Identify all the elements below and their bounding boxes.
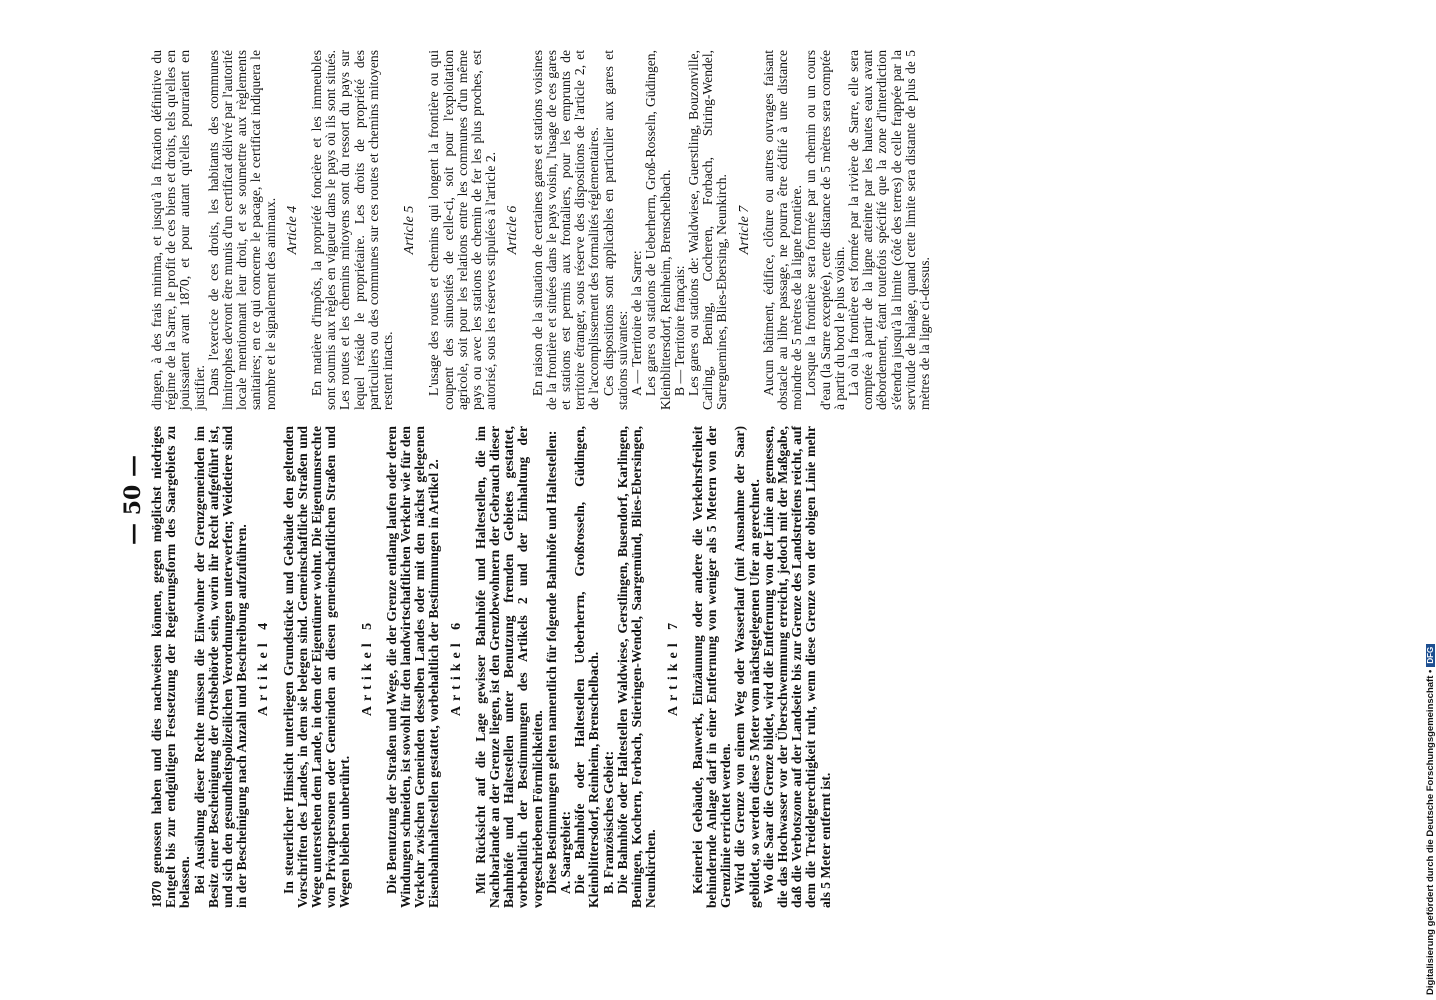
german-article-4-text: In steuerlicher Hinsicht unterliegen Grundstücke und Gebäude den geltenden Vorschriften des Landes, in dem sie belegen sind. Gemeinschaftliche Straßen und Wege unterstehen dem Lande, in dem der Eigentümer wohnt. Die Eigentumsrechte von Privatpersonen oder Gemeinden an diesen gemeinschaftlichen Straßen und Wegen bleiben unberührt.: [280, 426, 353, 908]
french-article-6-heading: Article 6: [505, 205, 521, 255]
french-article-4-heading: Article 4: [284, 205, 300, 255]
french-article-4-text: En matière d'impôts, la propriété foncière et les immeubles sont soumis aux règles en vigueur dans le pays où ils sont situés. Les routes et les chemins mitoyens sont du ressort du pays sur lequel réside le propriétaire. Les droits de propriété des particuliers ou des communes sur ces routes et chemins mitoyens restent intacts.: [309, 50, 396, 410]
german-paragraph: Bei Ausübung dieser Rechte müssen die Einwohner der Grenzgemeinden im Besitz einer Bescheinigung der Ortsbehörde sein, worin ihr Recht aufgeführt ist, und sich den gesundheitspolizeilichen Verordnungen unterwerfen; Weidetiere sind in der Bescheinigung nach Anzahl und Beschreibung aufzuführen.: [191, 426, 250, 908]
german-article-6-text: Mit Rücksicht auf die Lage gewisser Bahnhöfe und Haltestellen, die im Nachbarlande an der Grenze liegen, ist den Grenzbewohnern der Gebrauch dieser Bahnhöfe und Haltestellen unter Benutzung fremden Gebietes gestattet, vorbehaltlich der Bestimmungen des Artikels 2 und der Einhaltung der vorgeschriebenen Förmlichkeiten.: [472, 426, 545, 908]
french-article-6-b-list: Les gares ou stations de: Waldwiese, Guerstling, Bouzonville, Carling, Bening, Cocheren, Forbach, Stiring-Wendel, Sarreguemines, Blies-Ebersing, Neunkirch.: [685, 50, 730, 410]
german-article-7-text: Keinerlei Gebäude, Bauwerk, Einzäunung oder andere die Verkehrsfreiheit behindernde Anlage darf in einer Entfernung von weniger als 5 Metern von der Grenzlinie errichtet werden.: [689, 426, 734, 908]
french-paragraph: Dans l'exercice de ces droits, les habitants des communes limitrophes devront être munis d'un certificat délivré par l'autorité locale mentionnant leur droit, et se soumettre aux règlements sanitaires; en ce qui concerne le pacage, le certificat indiquera le nombre et le signalement des animaux.: [205, 50, 278, 410]
german-article-6-b-list: Die Bahnhöfe oder Haltestellen Waldwiese, Gerstlingen, Busendorf, Karlingen, Beningen, Kochern, Forbach, Stieringen-Wendel, Saargemünd, Blies-Ebersingen, Neunkirchen.: [614, 426, 659, 908]
french-article-7-text: Aucun bâtiment, édifice, clôture ou autres ouvrages faisant obstacle au libre passage, ne pourra être édifié à une distance moindre de 5 mètres de la ligne frontière.: [760, 50, 805, 410]
french-column: [150, 50, 932, 410]
french-article-6-a-list: Les gares ou stations de Ueberherrn, Groß-Rosseln, Güdingen, Kleinblittersdorf, Reinheim, Brenschelbach.: [643, 50, 673, 410]
french-intro: dingen, à des frais minima, et jusqu'à la fixation définitive du régime de la Sarre, le profit de ces biens et droits, tels qu'elles en jouissaient avant 1870, et pour autant qu'elles pourraient en justifier.: [149, 50, 207, 410]
german-article-5-heading: Artikel 5: [359, 617, 375, 717]
german-column: [150, 426, 833, 908]
french-article-7-text-2: Lorsque la frontière sera formée par un chemin ou un cours d'eau (la Sarre exceptée), cette distance de 5 mètres sera comptée à partir du bord le plus voisin.: [803, 50, 847, 410]
french-article-6-text: En raison de la situation de certaines gares et stations voisines de la frontière et situées dans le pays voisin, l'usage de ces gares et stations est permis aux frontaliers, pour les emprunts de territoire étranger, sous réserve des dispositions de l'article 2, et de l'accomplissement des formalités réglementaires.: [529, 50, 602, 410]
digitization-credit: [1425, 644, 1436, 995]
french-article-7-heading: Article 7: [736, 205, 752, 255]
dfg-logo: DFG: [1426, 644, 1435, 667]
french-article-5-text: L'usage des routes et chemins qui longent la frontière ou qui coupent des sinuosités de celle-ci, soit pour l'exploitation agricole, soit pour les relations entre les communes d'un même pays ou avec les stations de chemin de fer les plus proches, est autorisé, sous les réserves stipulées à l'article 2.: [426, 50, 499, 410]
german-article-7-heading: Artikel 7: [665, 617, 681, 717]
german-article-7-text-2: Wird die Grenze von einem Weg oder Wasserlauf (mit Ausnahme der Saar) gebildet, so werden diese 5 Meter vom nächstgelegenen Ufer an gerechnet.: [732, 426, 762, 908]
french-article-6-a: A — Territoire de la Sarre:: [629, 250, 645, 396]
french-article-5-heading: Article 5: [402, 205, 418, 255]
german-article-6-a-list: Die Bahnhöfe oder Haltestellen Ueberherrn, Großrosseln, Güdingen, Kleinblittersdorf, Reinheim, Brenschelbach.: [572, 426, 602, 908]
german-article-6-list-intro: Diese Bestimmungen gelten namentlich für folgende Bahnhöfe und Haltestellen:: [543, 430, 559, 894]
digitization-credit-text: Digitalisierung gefördert durch die Deutsche Forschungsgemeinschaft •: [1425, 669, 1436, 995]
page-number: — 50 —: [120, 455, 146, 545]
german-article-6-heading: Artikel 6: [448, 617, 464, 717]
french-article-6-b: B — Territoire français:: [671, 265, 687, 396]
french-article-6-list-intro: Ces dispositions sont applicables en particulier aux gares et stations suivantes:: [600, 50, 630, 410]
german-article-7-text-3: Wo die Saar die Grenze bildet, wird die Entfernung von der Linie an gemessen, die das Hochwasser vor der Überschwemmung erreicht, jedoch mit der Maßgabe, daß die Verbotszone auf der Landseite bis zur Grenze des Landstreifens reicht, auf dem die Treidelgerechtigkeit ruht, wenn diese Grenze von der obigen Linie mehr als 5 Meter entfernt ist.: [760, 426, 833, 908]
german-article-6-a: A. Saargebiet:: [558, 810, 574, 894]
french-article-7-text-3: Là où la frontière est formée par la rivière de Sarre, elle sera comptée à partir de la ligne atteinte par les hautes eaux avant débordement, étant toutefois spécifié que la zone d'interdiction s'étendra jusqu'à la limite (côté des terres) de celle frappée par la servitude de halage, quand cette limite sera distante de plus de 5 mètres de la ligne ci-dessus.: [845, 50, 932, 410]
german-article-4-heading: Artikel 4: [256, 617, 272, 717]
german-article-5-text: Die Benutzung der Straßen und Wege, die der Grenze entlang laufen oder deren Windungen schneiden, ist sowohl für den landwirtschaftlichen Verkehr wie für den Verkehr zwischen Gemeinden desselben Landes oder mit den nächst gelegenen Eisenbahnhaltestellen gestattet, vorbehaltlich der Bestimmungen in Artikel 2.: [383, 426, 442, 908]
german-intro: 1870 genossen haben und dies nachweisen können, gegen möglichst niedriges Entgelt bis zur endgültigen Festsetzung der Regierungsform des Saargebiets zu belassen.: [149, 426, 193, 908]
german-article-6-b: B. Französisches Gebiet:: [600, 750, 616, 894]
